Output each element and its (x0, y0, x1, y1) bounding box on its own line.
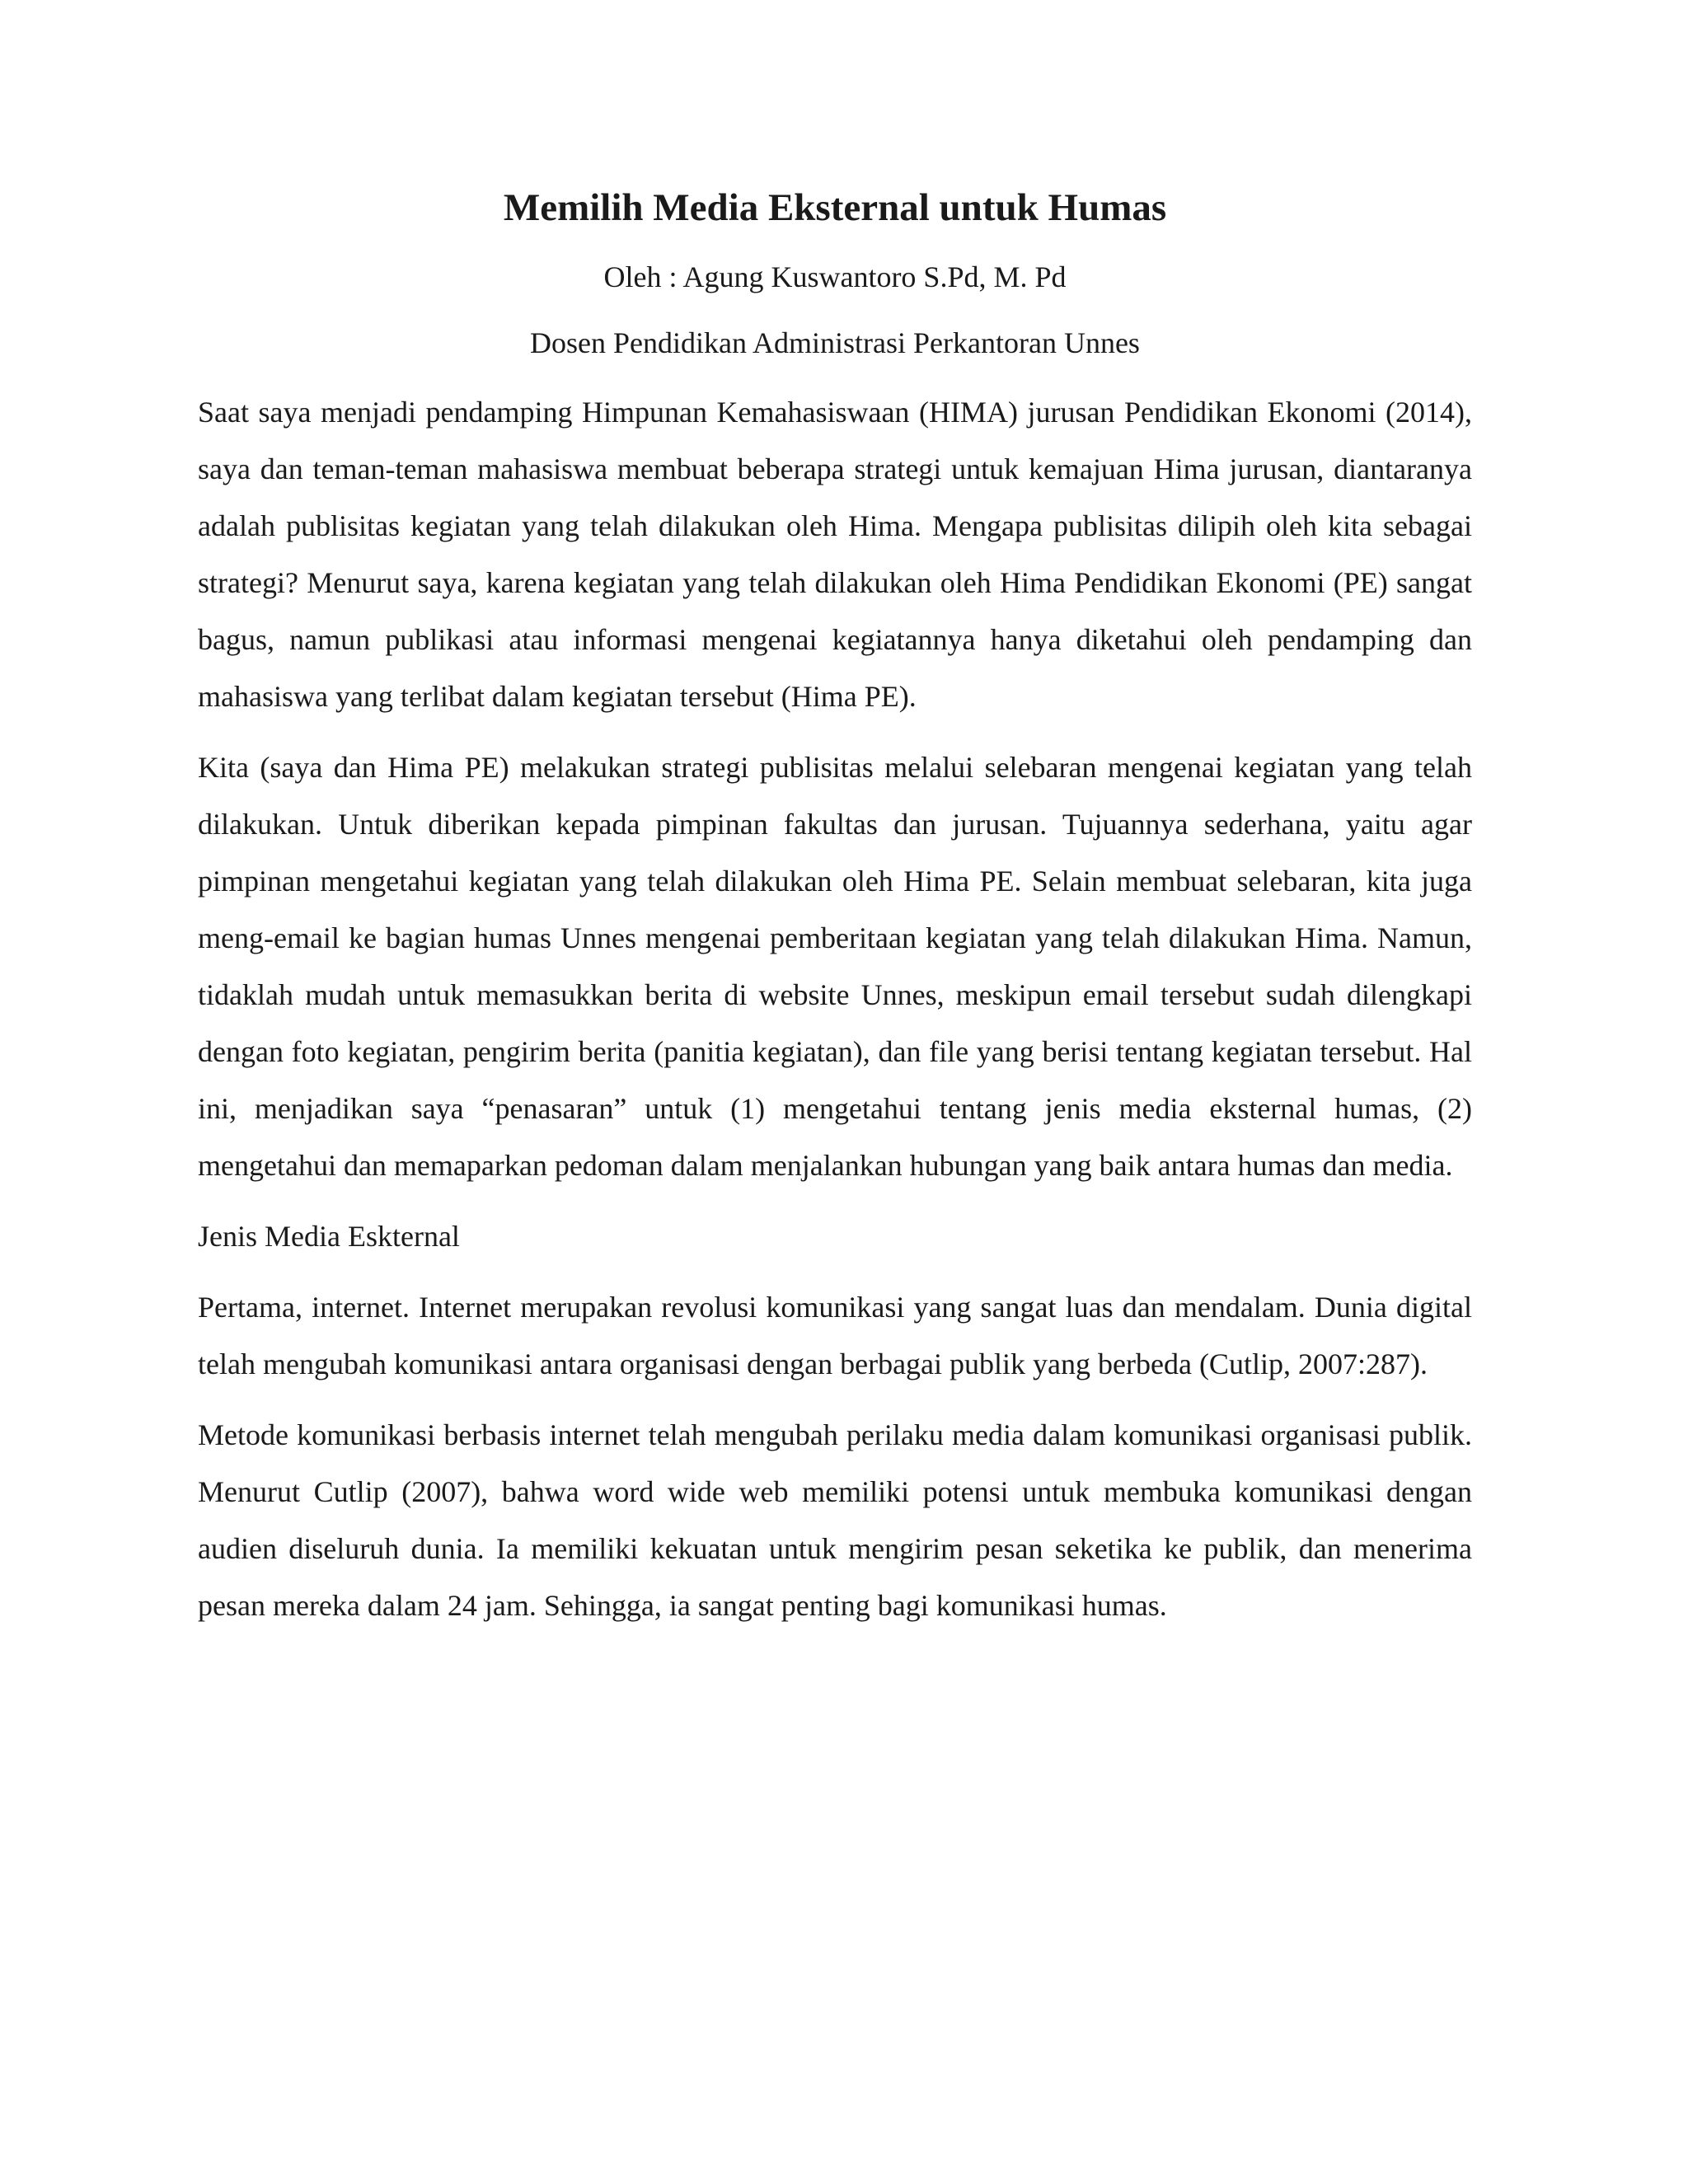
author-byline: Oleh : Agung Kuswantoro S.Pd, M. Pd (603, 260, 1067, 293)
paragraph-strategy: Kita (saya dan Hima PE) melakukan strategi publisitas melalui selebaran mengenai kegiatan yang telah dilakukan. Untuk diberikan kepada pimpinan fakultas dan jurusan. Tujuannya sederhana, yaitu agar pimpinan mengetahui kegiatan yang telah dilakukan oleh Hima PE. Selain membuat selebaran, kita juga meng-email ke bagian humas Unnes mengenai pemberitaan kegiatan yang telah dilakukan Hima. Namun, tidaklah mudah untuk memasukkan berita di website Unnes, meskipun email tersebut sudah dilengkapi dengan foto kegiatan, pengirim berita (panitia kegiatan), dan file yang berisi tentang kegiatan tersebut. Hal ini, menjadikan saya “penasaran” untuk (1) mengetahui tentang jenis media eksternal humas, (2) mengetahui dan memaparkan pedoman dalam menjalankan hubungan yang baik antara humas dan media. (198, 751, 1472, 1182)
paragraph-intro: Saat saya menjadi pendamping Himpunan Kemahasiswaan (HIMA) jurusan Pendidikan Ekonomi (2014), saya dan teman-teman mahasiswa membuat beberapa strategi untuk kemajuan Hima jurusan, diantaranya adalah publisitas kegiatan yang telah dilakukan oleh Hima. Mengapa publisitas dilipih oleh kita sebagai strategi? Menurut saya, karena kegiatan yang telah dilakukan oleh Hima Pendidikan Ekonomi (PE) sangat bagus, namun publikasi atau informasi mengenai kegiatannya hanya diketahui oleh pendamping dan mahasiswa yang terlibat dalam kegiatan tersebut (Hima PE). (198, 396, 1472, 713)
section-heading: Jenis Media Eskternal (198, 1220, 460, 1253)
author-affiliation: Dosen Pendidikan Administrasi Perkantoran Unnes (530, 326, 1140, 359)
document-page (198, 183, 1472, 1648)
paragraph-internet-method: Metode komunikasi berbasis internet telah mengubah perilaku media dalam komunikasi organisasi publik. Menurut Cutlip (2007), bahwa word wide web memiliki potensi untuk membuka komunikasi dengan audien diseluruh dunia. Ia memiliki kekuatan untuk mengirim pesan seketika ke publik, dan menerima pesan mereka dalam 24 jam. Sehingga, ia sangat penting bagi komunikasi humas. (198, 1418, 1472, 1622)
paragraph-internet: Pertama, internet. Internet merupakan revolusi komunikasi yang sangat luas dan mendalam. Dunia digital telah mengubah komunikasi antara organisasi dengan berbagai publik yang berbeda (Cutlip, 2007:287). (198, 1291, 1472, 1380)
document-title: Memilih Media Eksternal untuk Humas (503, 186, 1167, 229)
